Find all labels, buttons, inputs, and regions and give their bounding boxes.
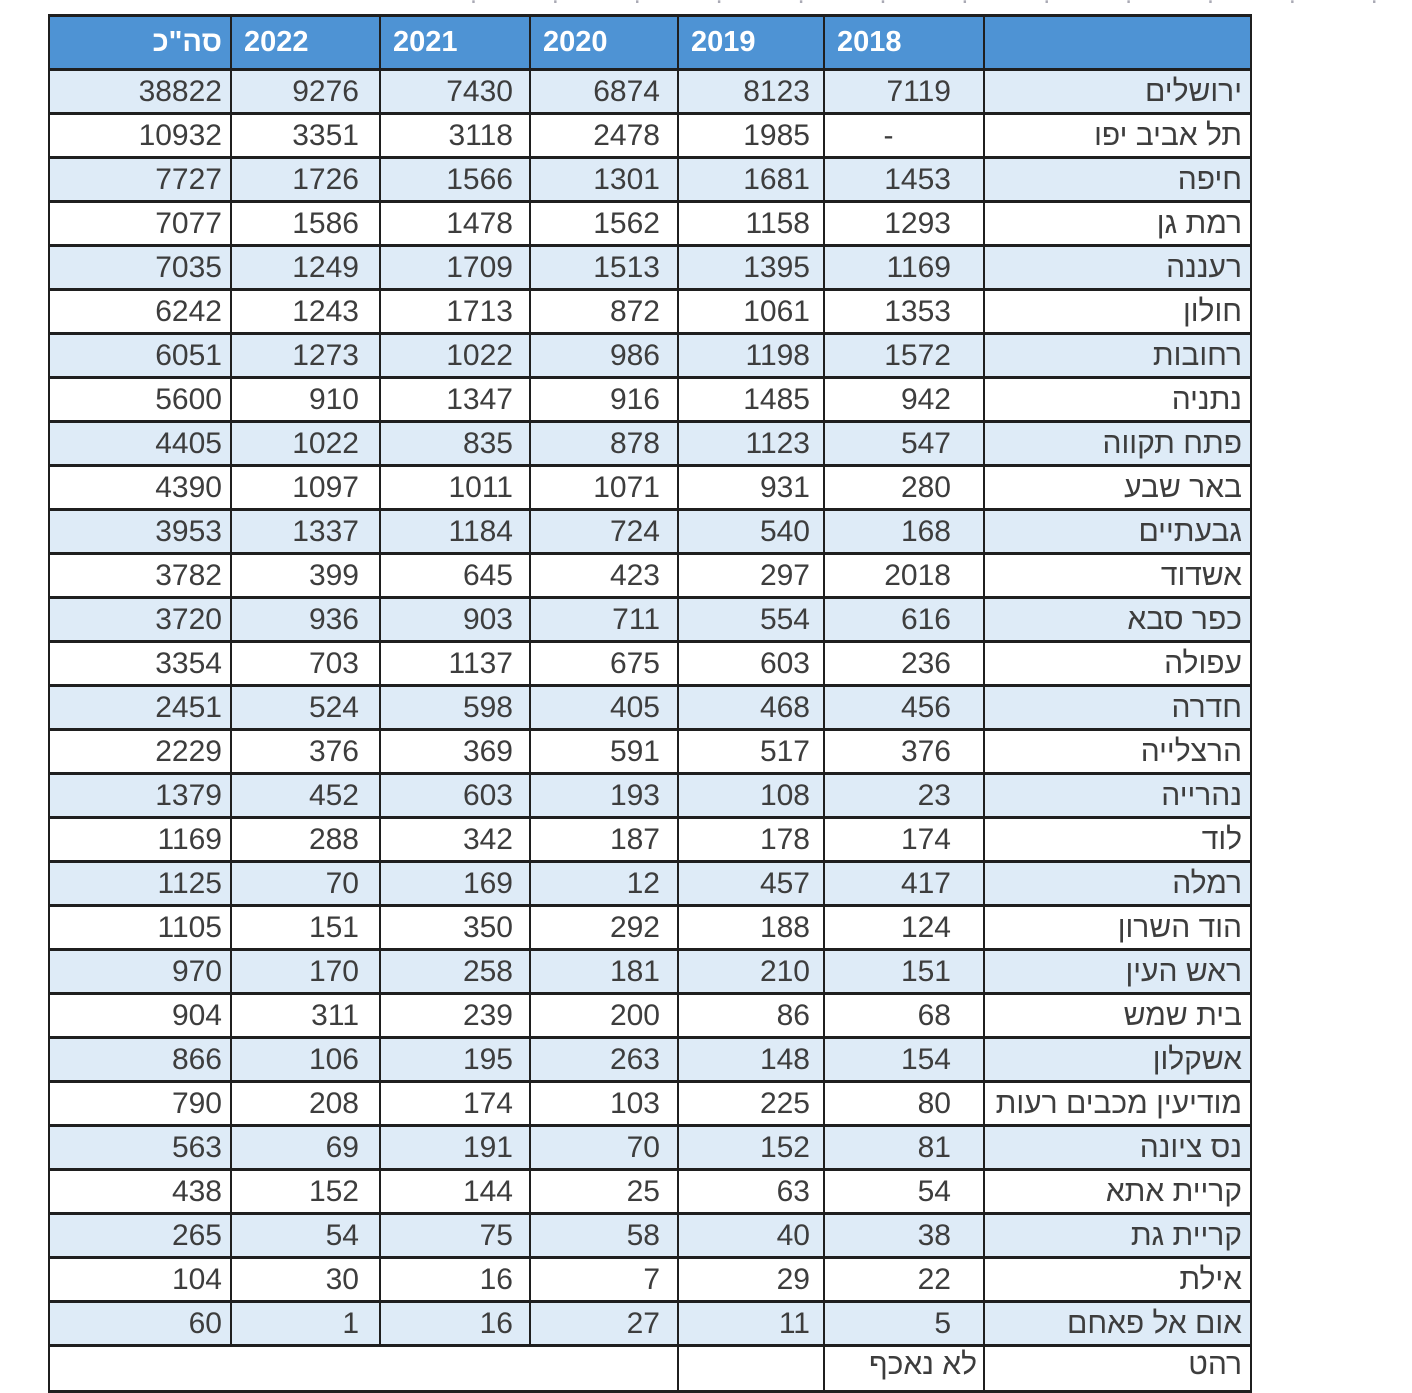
value-2020-cell (530, 1346, 678, 1392)
table-row (49, 862, 1251, 906)
value-2022-cell: 452 (231, 774, 380, 818)
value-2020-cell: 263 (530, 1038, 678, 1082)
table-row (49, 378, 1251, 422)
value-2022-cell (231, 1346, 380, 1392)
value-2020-cell: 58 (530, 1214, 678, 1258)
value-total-cell: 866 (49, 1038, 231, 1082)
value-2021-cell (380, 1346, 530, 1392)
value-2019-cell: 1485 (678, 378, 824, 422)
value-2019-cell: 1158 (678, 202, 824, 246)
value-2021-cell: 1137 (380, 642, 530, 686)
value-2020-cell: 724 (530, 510, 678, 554)
value-2022-cell: 1097 (231, 466, 380, 510)
table-row (49, 994, 1251, 1038)
value-total-cell: 7077 (49, 202, 231, 246)
value-2022-cell: 151 (231, 906, 380, 950)
clipped-top-text (470, 0, 1150, 9)
value-2019-cell: 468 (678, 686, 824, 730)
value-2018-cell: 38 (824, 1214, 984, 1258)
value-2020-cell: 405 (530, 686, 678, 730)
city-name-cell: אשדוד (984, 554, 1251, 598)
table-row (49, 1302, 1251, 1346)
value-2019-cell: 225 (678, 1082, 824, 1126)
value-2018-cell: 1353 (824, 290, 984, 334)
value-2019-cell: 297 (678, 554, 824, 598)
value-2019-cell: 1198 (678, 334, 824, 378)
value-2018-cell: 151 (824, 950, 984, 994)
header-2022: 2022 (231, 16, 380, 70)
value-2018-cell: 547 (824, 422, 984, 466)
city-name-cell: ראש העין (984, 950, 1251, 994)
value-2021-cell: 16 (380, 1258, 530, 1302)
value-2018-cell: 80 (824, 1082, 984, 1126)
table-row (49, 1258, 1251, 1302)
value-2021-cell: 174 (380, 1082, 530, 1126)
value-2021-cell: 7430 (380, 70, 530, 114)
header-2018: 2018 (824, 16, 984, 70)
city-name-cell: נס ציונה (984, 1126, 1251, 1170)
value-2018-cell: 1453 (824, 158, 984, 202)
value-2021-cell: 1709 (380, 246, 530, 290)
value-total-cell (49, 1346, 231, 1392)
city-name-cell: רחובות (984, 334, 1251, 378)
value-2022-cell: 69 (231, 1126, 380, 1170)
value-2019-cell: 108 (678, 774, 824, 818)
value-total-cell: 6242 (49, 290, 231, 334)
header-2021: 2021 (380, 16, 530, 70)
value-2022-cell: 936 (231, 598, 380, 642)
city-year-data-table (48, 14, 1252, 1393)
value-2021-cell: 1347 (380, 378, 530, 422)
value-2020-cell: 878 (530, 422, 678, 466)
header-2020: 2020 (530, 16, 678, 70)
value-2022-cell: 1243 (231, 290, 380, 334)
value-2019-cell: 554 (678, 598, 824, 642)
value-total-cell: 4405 (49, 422, 231, 466)
value-2021-cell: 1713 (380, 290, 530, 334)
value-2018-cell: 1293 (824, 202, 984, 246)
value-2018-cell: 1572 (824, 334, 984, 378)
table-row (49, 114, 1251, 158)
value-2018-cell: 81 (824, 1126, 984, 1170)
value-2022-cell: 1273 (231, 334, 380, 378)
value-2019-cell: 40 (678, 1214, 824, 1258)
value-2021-cell: 1022 (380, 334, 530, 378)
value-2020-cell: 872 (530, 290, 678, 334)
table-row (49, 1038, 1251, 1082)
value-2021-cell: 3118 (380, 114, 530, 158)
city-name-cell: גבעתיים (984, 510, 1251, 554)
table-row (49, 774, 1251, 818)
value-2019-cell: 63 (678, 1170, 824, 1214)
value-2021-cell: 835 (380, 422, 530, 466)
table-row (49, 730, 1251, 774)
table-row (49, 158, 1251, 202)
value-2020-cell: 1513 (530, 246, 678, 290)
value-2022-cell: 524 (231, 686, 380, 730)
city-name-cell: רהט (984, 1346, 1251, 1392)
value-2018-cell: 23 (824, 774, 984, 818)
value-2021-cell: 1566 (380, 158, 530, 202)
value-2018-cell: 942 (824, 378, 984, 422)
city-name-cell: קריית גת (984, 1214, 1251, 1258)
value-total-cell: 7035 (49, 246, 231, 290)
city-name-cell: מודיעין מכבים רעות (984, 1082, 1251, 1126)
value-2018-cell: 236 (824, 642, 984, 686)
value-total-cell: 3782 (49, 554, 231, 598)
value-2019-cell (678, 1346, 824, 1392)
value-2019-cell: 188 (678, 906, 824, 950)
city-name-cell: רמת גן (984, 202, 1251, 246)
value-2019-cell: 1681 (678, 158, 824, 202)
value-2020-cell: 7 (530, 1258, 678, 1302)
value-2021-cell: 195 (380, 1038, 530, 1082)
value-2018-cell: 417 (824, 862, 984, 906)
value-2020-cell: 193 (530, 774, 678, 818)
value-2021-cell: 645 (380, 554, 530, 598)
value-2020-cell: 1071 (530, 466, 678, 510)
value-total-cell: 5600 (49, 378, 231, 422)
value-2020-cell: 591 (530, 730, 678, 774)
table-row (49, 70, 1251, 114)
value-2022-cell: 54 (231, 1214, 380, 1258)
table-row (49, 422, 1251, 466)
value-2020-cell: 1562 (530, 202, 678, 246)
value-2020-cell: 1301 (530, 158, 678, 202)
table-row (49, 818, 1251, 862)
value-2021-cell: 169 (380, 862, 530, 906)
value-2020-cell: 292 (530, 906, 678, 950)
value-2022-cell: 1022 (231, 422, 380, 466)
city-name-cell: הוד השרון (984, 906, 1251, 950)
value-2020-cell: 675 (530, 642, 678, 686)
value-2019-cell: 148 (678, 1038, 824, 1082)
value-2021-cell: 75 (380, 1214, 530, 1258)
value-2019-cell: 603 (678, 642, 824, 686)
table-row (49, 906, 1251, 950)
value-2019-cell: 931 (678, 466, 824, 510)
city-name-cell: רמלה (984, 862, 1251, 906)
table-row (49, 598, 1251, 642)
value-total-cell: 790 (49, 1082, 231, 1126)
city-name-cell: נתניה (984, 378, 1251, 422)
table-row (49, 1170, 1251, 1214)
city-name-cell: לוד (984, 818, 1251, 862)
value-2021-cell: 1184 (380, 510, 530, 554)
value-2019-cell: 86 (678, 994, 824, 1038)
value-total-cell: 1105 (49, 906, 231, 950)
value-2022-cell: 1249 (231, 246, 380, 290)
value-2022-cell: 1337 (231, 510, 380, 554)
value-total-cell: 10932 (49, 114, 231, 158)
value-2018-cell: 7119 (824, 70, 984, 114)
value-total-cell: 2229 (49, 730, 231, 774)
value-2022-cell: 152 (231, 1170, 380, 1214)
table-row (49, 554, 1251, 598)
table-row (49, 466, 1251, 510)
value-2020-cell: 986 (530, 334, 678, 378)
city-name-cell: אילת (984, 1258, 1251, 1302)
value-2019-cell: 178 (678, 818, 824, 862)
value-2020-cell: 711 (530, 598, 678, 642)
value-total-cell: 1379 (49, 774, 231, 818)
value-2018-cell: 1169 (824, 246, 984, 290)
value-2018-cell: 5 (824, 1302, 984, 1346)
table-row (49, 246, 1251, 290)
value-2020-cell: 200 (530, 994, 678, 1038)
value-2019-cell: 29 (678, 1258, 824, 1302)
value-2020-cell: 70 (530, 1126, 678, 1170)
value-2018-cell: 54 (824, 1170, 984, 1214)
value-2018-cell: - (824, 114, 984, 158)
value-total-cell: 6051 (49, 334, 231, 378)
value-2022-cell: 208 (231, 1082, 380, 1126)
city-name-cell: ירושלים (984, 70, 1251, 114)
value-2021-cell: 350 (380, 906, 530, 950)
value-2022-cell: 1586 (231, 202, 380, 246)
value-2022-cell: 703 (231, 642, 380, 686)
value-total-cell: 265 (49, 1214, 231, 1258)
value-2019-cell: 210 (678, 950, 824, 994)
city-name-cell: הרצלייה (984, 730, 1251, 774)
value-2019-cell: 1123 (678, 422, 824, 466)
value-total-cell: 104 (49, 1258, 231, 1302)
value-2022-cell: 1 (231, 1302, 380, 1346)
value-2019-cell: 152 (678, 1126, 824, 1170)
table-row (49, 1346, 1251, 1392)
table-row (49, 290, 1251, 334)
city-name-cell: עפולה (984, 642, 1251, 686)
value-2022-cell: 399 (231, 554, 380, 598)
value-2021-cell: 1011 (380, 466, 530, 510)
value-2021-cell: 903 (380, 598, 530, 642)
value-2020-cell: 103 (530, 1082, 678, 1126)
value-2022-cell: 9276 (231, 70, 380, 114)
city-name-cell: חיפה (984, 158, 1251, 202)
header-2019: 2019 (678, 16, 824, 70)
city-name-cell: פתח תקווה (984, 422, 1251, 466)
value-2018-cell: 22 (824, 1258, 984, 1302)
value-2018-cell: 616 (824, 598, 984, 642)
value-2020-cell: 916 (530, 378, 678, 422)
city-name-cell: קריית אתא (984, 1170, 1251, 1214)
value-2022-cell: 70 (231, 862, 380, 906)
value-2018-cell: 2018 (824, 554, 984, 598)
table-row (49, 1082, 1251, 1126)
table-header-row (49, 16, 1251, 70)
table-row (49, 950, 1251, 994)
city-name-cell: כפר סבא (984, 598, 1251, 642)
value-2021-cell: 16 (380, 1302, 530, 1346)
value-2020-cell: 187 (530, 818, 678, 862)
value-2019-cell: 1985 (678, 114, 824, 158)
value-2018-cell: 154 (824, 1038, 984, 1082)
value-2021-cell: 603 (380, 774, 530, 818)
value-2018-cell: 280 (824, 466, 984, 510)
value-2022-cell: 288 (231, 818, 380, 862)
value-2022-cell: 910 (231, 378, 380, 422)
value-2018-cell: 376 (824, 730, 984, 774)
city-name-cell: אשקלון (984, 1038, 1251, 1082)
value-total-cell: 1169 (49, 818, 231, 862)
value-2018-cell: 124 (824, 906, 984, 950)
table-row (49, 334, 1251, 378)
value-2022-cell: 376 (231, 730, 380, 774)
value-2022-cell: 170 (231, 950, 380, 994)
value-2022-cell: 106 (231, 1038, 380, 1082)
header-total: סה"כ (49, 16, 231, 70)
value-2019-cell: 11 (678, 1302, 824, 1346)
value-2021-cell: 342 (380, 818, 530, 862)
value-total-cell: 4390 (49, 466, 231, 510)
city-name-cell: נהרייה (984, 774, 1251, 818)
value-2022-cell: 3351 (231, 114, 380, 158)
value-2020-cell: 181 (530, 950, 678, 994)
table-row (49, 1214, 1251, 1258)
value-total-cell: 3354 (49, 642, 231, 686)
value-total-cell: 2451 (49, 686, 231, 730)
value-2018-cell: 68 (824, 994, 984, 1038)
value-total-cell: 38822 (49, 70, 231, 114)
value-total-cell: 438 (49, 1170, 231, 1214)
value-2019-cell: 1061 (678, 290, 824, 334)
value-2018-cell: 174 (824, 818, 984, 862)
value-total-cell: 3720 (49, 598, 231, 642)
value-2022-cell: 311 (231, 994, 380, 1038)
value-2020-cell: 25 (530, 1170, 678, 1214)
city-name-cell: חולון (984, 290, 1251, 334)
city-name-cell: אום אל פאחם (984, 1302, 1251, 1346)
value-total-cell: 563 (49, 1126, 231, 1170)
value-2021-cell: 1478 (380, 202, 530, 246)
value-2021-cell: 258 (380, 950, 530, 994)
table-row (49, 202, 1251, 246)
value-2021-cell: 239 (380, 994, 530, 1038)
value-2018-cell: 168 (824, 510, 984, 554)
value-total-cell: 970 (49, 950, 231, 994)
value-2018-cell: לא נאכף (824, 1346, 984, 1392)
value-2020-cell: 27 (530, 1302, 678, 1346)
value-total-cell: 1125 (49, 862, 231, 906)
city-name-cell: באר שבע (984, 466, 1251, 510)
value-2020-cell: 12 (530, 862, 678, 906)
value-2020-cell: 6874 (530, 70, 678, 114)
value-2019-cell: 540 (678, 510, 824, 554)
header-city-empty (984, 16, 1251, 70)
value-total-cell: 3953 (49, 510, 231, 554)
value-2022-cell: 1726 (231, 158, 380, 202)
city-name-cell: תל אביב יפו (984, 114, 1251, 158)
value-2018-cell: 456 (824, 686, 984, 730)
value-total-cell: 60 (49, 1302, 231, 1346)
value-2021-cell: 191 (380, 1126, 530, 1170)
value-2021-cell: 369 (380, 730, 530, 774)
value-2019-cell: 457 (678, 862, 824, 906)
value-2019-cell: 8123 (678, 70, 824, 114)
value-2019-cell: 1395 (678, 246, 824, 290)
table-row (49, 642, 1251, 686)
city-name-cell: חדרה (984, 686, 1251, 730)
value-2019-cell: 517 (678, 730, 824, 774)
value-2021-cell: 144 (380, 1170, 530, 1214)
table-row (49, 510, 1251, 554)
value-total-cell: 7727 (49, 158, 231, 202)
value-2022-cell: 30 (231, 1258, 380, 1302)
value-2020-cell: 423 (530, 554, 678, 598)
table-body (49, 70, 1251, 1392)
city-name-cell: בית שמש (984, 994, 1251, 1038)
table-row (49, 1126, 1251, 1170)
value-total-cell: 904 (49, 994, 231, 1038)
value-2021-cell: 598 (380, 686, 530, 730)
city-name-cell: רעננה (984, 246, 1251, 290)
table-row (49, 686, 1251, 730)
value-2020-cell: 2478 (530, 114, 678, 158)
